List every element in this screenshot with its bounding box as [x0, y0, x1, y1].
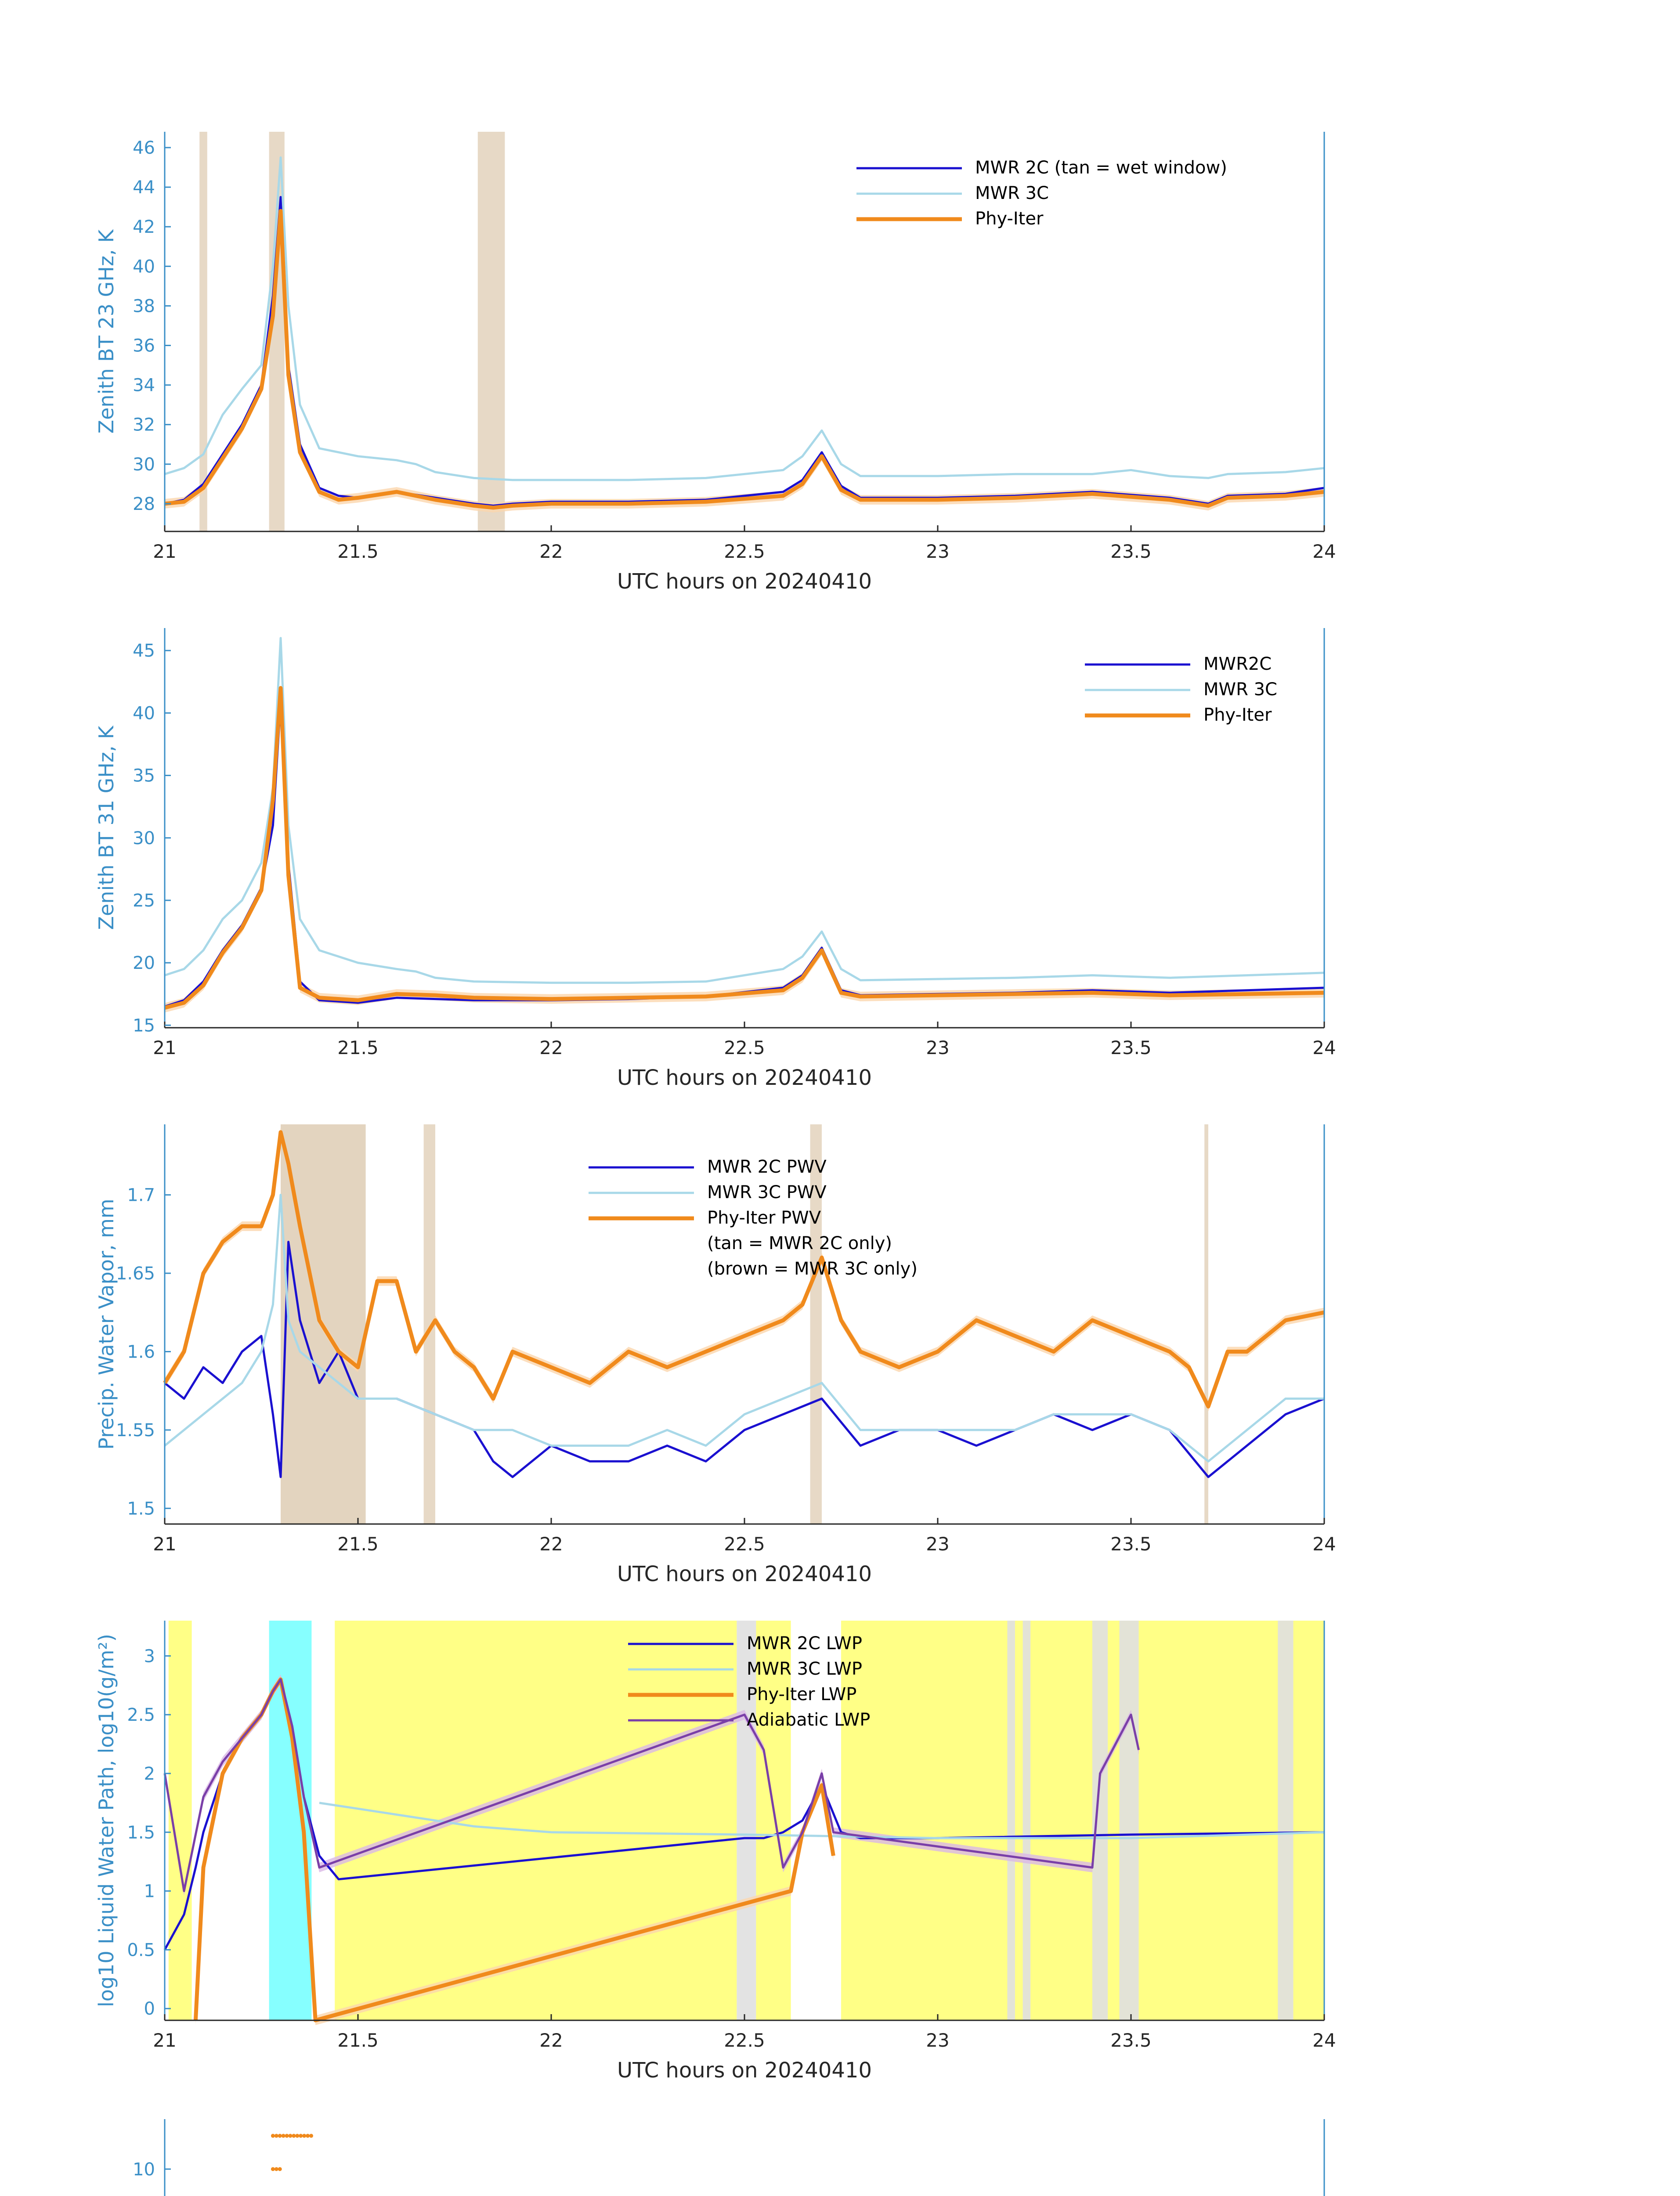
data-point: [302, 2134, 306, 2138]
x-tick-label: 24: [1312, 1037, 1336, 1058]
x-tick-label: 22: [539, 541, 563, 562]
y-tick-label: 20: [133, 953, 155, 974]
data-point: [278, 2167, 282, 2171]
x-tick-label: 22: [539, 2030, 563, 2051]
y-tick-label: 34: [133, 375, 155, 396]
x-axis-label: UTC hours on 20240410: [617, 1562, 872, 1586]
x-tick-label: 23.5: [1110, 541, 1152, 562]
data-point: [275, 2134, 278, 2138]
y-axis-label: log10 Liquid Water Path, log10(g/m²): [94, 1633, 118, 2008]
x-tick-label: 23.5: [1110, 1533, 1152, 1555]
y-tick-label: 40: [133, 703, 155, 724]
x-tick-label: 21.5: [337, 2030, 379, 2051]
y-tick-label: 0.5: [127, 1940, 155, 1961]
y-tick-label: 25: [133, 890, 155, 911]
legend-entry: MWR 3C: [975, 183, 1049, 203]
data-point: [299, 2134, 303, 2138]
y-tick-label: 1.6: [127, 1342, 155, 1362]
y-tick-label: 30: [133, 828, 155, 849]
y-tick-label: 1.7: [127, 1185, 155, 1206]
x-tick-label: 22.5: [724, 1037, 765, 1058]
y-tick-label: 10: [133, 2159, 155, 2180]
y-tick-label: 3: [144, 1646, 155, 1667]
x-tick-label: 21.5: [337, 541, 379, 562]
shaded-window: [1278, 1621, 1293, 2020]
legend-entry: Adiabatic LWP: [747, 1710, 871, 1730]
x-tick-label: 21.5: [337, 1037, 379, 1058]
y-tick-label: 30: [133, 454, 155, 475]
x-tick-label: 21: [153, 1533, 177, 1555]
y-tick-label: 1.5: [127, 1822, 155, 1843]
y-tick-label: 40: [133, 256, 155, 277]
x-axis-label: UTC hours on 20240410: [617, 569, 872, 594]
x-tick-label: 24: [1312, 1533, 1336, 1555]
legend-entry: Phy-Iter: [1203, 705, 1272, 725]
legend-entry: (tan = MWR 2C only): [707, 1233, 892, 1253]
x-tick-label: 23.5: [1110, 2030, 1152, 2051]
y-tick-label: 36: [133, 336, 155, 356]
data-point: [295, 2134, 299, 2138]
chart-panel-4: [94, 1621, 1336, 2083]
x-axis-label: UTC hours on 20240410: [617, 1065, 872, 1090]
x-tick-label: 22.5: [724, 1533, 765, 1555]
x-tick-label: 24: [1312, 2030, 1336, 2051]
legend: [1085, 654, 1277, 725]
x-tick-label: 24: [1312, 541, 1336, 562]
shaded-window: [841, 1621, 1324, 2020]
shaded-window: [199, 132, 207, 531]
data-point: [289, 2134, 293, 2138]
shaded-window: [756, 1621, 791, 2020]
legend-entry: MWR 3C LWP: [747, 1659, 862, 1679]
shaded-window: [1023, 1621, 1031, 2020]
x-tick-label: 23.5: [1110, 1037, 1152, 1058]
x-tick-label: 22.5: [724, 2030, 765, 2051]
x-tick-label: 22: [539, 1533, 563, 1555]
data-point: [282, 2134, 285, 2138]
y-tick-label: 1: [144, 1881, 155, 1902]
y-tick-label: 32: [133, 415, 155, 435]
x-tick-label: 22.5: [724, 541, 765, 562]
legend-entry: (brown = MWR 3C only): [707, 1259, 918, 1279]
legend-entry: Phy-Iter PWV: [707, 1208, 821, 1228]
legend-entry: MWR 3C: [1203, 679, 1277, 700]
x-tick-label: 21.5: [337, 1533, 379, 1555]
data-point: [292, 2134, 296, 2138]
y-tick-label: 1.5: [127, 1499, 155, 1519]
x-tick-label: 21: [153, 2030, 177, 2051]
shaded-window: [1204, 1124, 1208, 1524]
y-tick-label: 1.55: [116, 1420, 155, 1441]
legend-entry: MWR2C: [1203, 654, 1272, 674]
y-tick-label: 45: [133, 641, 155, 661]
shaded-window: [1120, 1621, 1139, 2020]
shaded-window: [478, 132, 505, 531]
data-point: [309, 2134, 313, 2138]
y-tick-label: 28: [133, 494, 155, 514]
y-tick-label: 46: [133, 138, 155, 159]
y-tick-label: 35: [133, 766, 155, 786]
shaded-window: [269, 1621, 312, 2020]
legend-entry: MWR 2C LWP: [747, 1633, 862, 1654]
x-tick-label: 21: [153, 1037, 177, 1058]
data-point: [285, 2134, 289, 2138]
legend-entry: MWR 2C (tan = wet window): [975, 158, 1227, 178]
shaded-window: [737, 1621, 756, 2020]
data-point: [278, 2134, 282, 2138]
y-tick-label: 0: [144, 1999, 155, 2019]
y-axis-label: Zenith BT 23 GHz, K: [94, 229, 118, 434]
y-axis-label: Zenith BT 31 GHz, K: [94, 726, 118, 930]
x-tick-label: 23: [926, 2030, 950, 2051]
y-tick-label: 1.65: [116, 1264, 155, 1284]
y-axis-label: Precip. Water Vapor, mm: [94, 1199, 118, 1450]
x-tick-label: 23: [926, 541, 950, 562]
legend-entry: Phy-Iter: [975, 209, 1044, 229]
x-axis-label: UTC hours on 20240410: [617, 2058, 872, 2083]
x-tick-label: 21: [153, 541, 177, 562]
y-tick-label: 44: [133, 177, 155, 198]
shaded-window: [1007, 1621, 1015, 2020]
data-point: [271, 2134, 275, 2138]
y-tick-label: 42: [133, 217, 155, 238]
y-tick-label: 2.5: [127, 1705, 155, 1726]
x-tick-label: 23: [926, 1533, 950, 1555]
shaded-window: [1092, 1621, 1108, 2020]
legend-entry: Phy-Iter LWP: [747, 1684, 857, 1705]
y-tick-label: 2: [144, 1763, 155, 1784]
legend-entry: MWR 2C PWV: [707, 1157, 827, 1177]
x-tick-label: 23: [926, 1037, 950, 1058]
legend-entry: MWR 3C PWV: [707, 1182, 827, 1203]
data-point: [306, 2134, 310, 2138]
x-tick-label: 22: [539, 1037, 563, 1058]
y-tick-label: 15: [133, 1015, 155, 1036]
data-point: [275, 2167, 278, 2171]
y-tick-label: 38: [133, 296, 155, 317]
data-point: [271, 2167, 275, 2171]
